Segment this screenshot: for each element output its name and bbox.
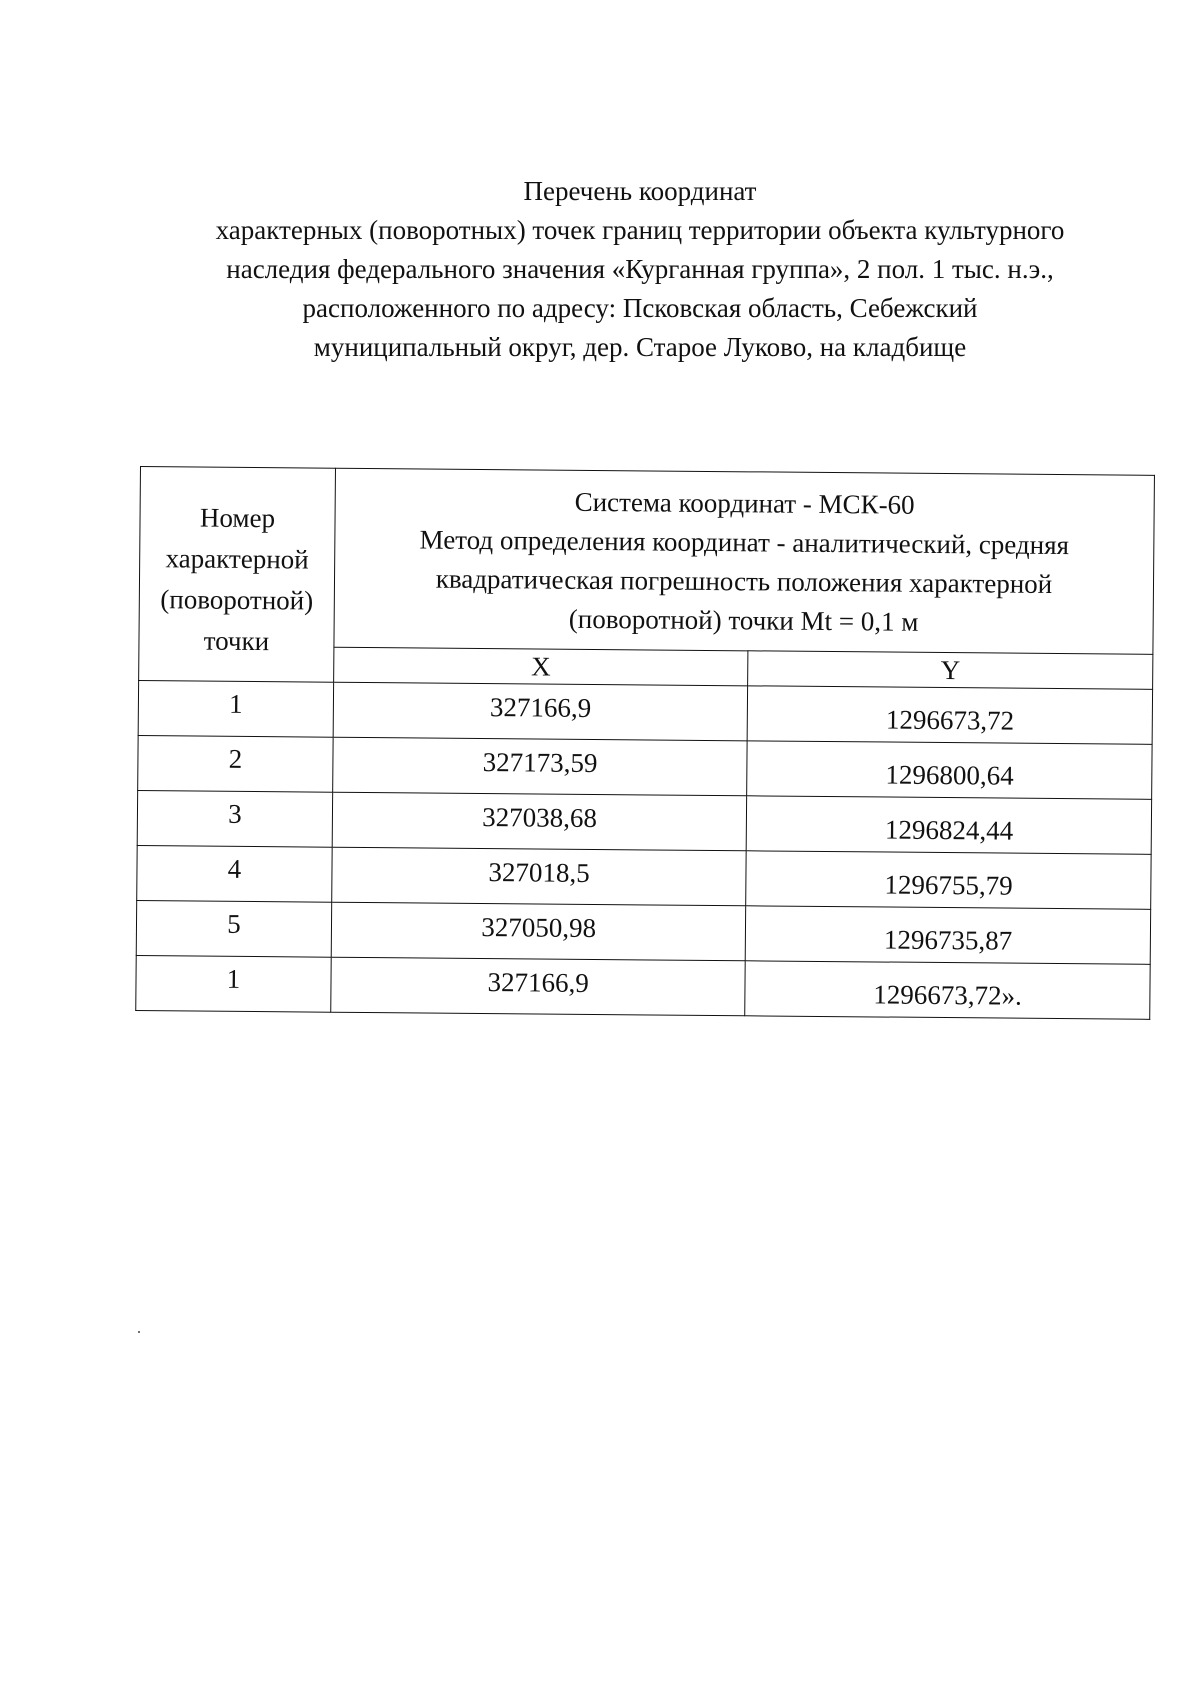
title-line: характерных (поворотных) точек границ территории объекта культурного <box>215 215 1065 245</box>
x-value-cell: 327173,59 <box>333 737 748 796</box>
coordinates-table <box>135 466 1155 1020</box>
header-line: (поворотной) <box>160 583 314 616</box>
table-row <box>136 955 1150 1019</box>
table-row <box>138 680 1152 744</box>
title-line: Перечень координат <box>523 176 757 206</box>
header-line: характерной <box>165 542 309 574</box>
header-line: точки <box>203 625 270 656</box>
point-number-header <box>139 467 336 683</box>
y-value-cell: 1296824,44 <box>747 796 1152 855</box>
title-line: расположенного по адресу: Псковская область, Себежский <box>302 293 978 323</box>
y-value-cell: 1296755,79 <box>746 851 1151 910</box>
scan-speck <box>138 1331 140 1333</box>
x-value-cell: 327166,9 <box>331 957 746 1016</box>
table-row <box>137 845 1151 909</box>
y-value-cell: 1296673,72 <box>748 686 1153 745</box>
x-value-cell: 327038,68 <box>332 792 747 851</box>
point-number-cell: 4 <box>137 845 332 902</box>
table-header-row <box>139 467 1155 655</box>
coordinate-system-header <box>334 468 1155 654</box>
header-line: (поворотной) точки Mt = 0,1 м <box>568 603 919 637</box>
document-title <box>160 172 1120 367</box>
title-line: муниципальный округ, дер. Старое Луково, на кладбище <box>313 332 967 362</box>
header-line: Номер <box>199 502 276 533</box>
x-value-cell: 327050,98 <box>331 902 746 961</box>
y-column-header: Y <box>748 651 1153 690</box>
header-line: Метод определения координат - аналитический, средняя <box>419 524 1070 561</box>
table-row <box>137 790 1151 854</box>
x-value-cell: 327018,5 <box>332 847 747 906</box>
title-line: наследия федерального значения «Курганная группа», 2 пол. 1 тыс. н.э., <box>226 254 1054 284</box>
x-value-cell: 327166,9 <box>333 682 748 741</box>
y-value-cell: 1296673,72». <box>745 961 1150 1020</box>
y-value-cell: 1296735,87 <box>746 906 1151 965</box>
point-number-cell: 1 <box>138 680 333 737</box>
point-number-cell: 2 <box>138 735 333 792</box>
table-row <box>136 900 1150 964</box>
point-number-cell: 3 <box>137 790 332 847</box>
header-line: квадратическая погрешность положения характерной <box>435 563 1053 599</box>
x-column-header: X <box>334 647 749 686</box>
header-line: Система координат - МСК-60 <box>574 486 915 520</box>
point-number-cell: 1 <box>136 955 331 1012</box>
point-number-cell: 5 <box>136 900 331 957</box>
y-value-cell: 1296800,64 <box>747 741 1152 800</box>
table-row <box>138 735 1152 799</box>
